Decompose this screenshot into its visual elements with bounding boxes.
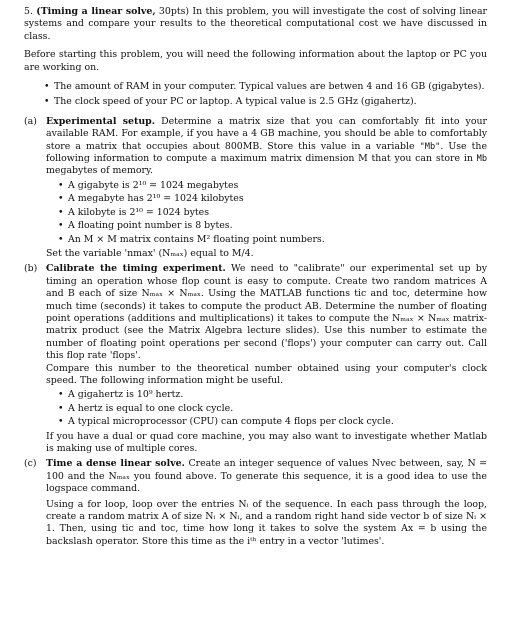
fact-gigahertz: • A gigahertz is 10⁹ hertz. [56, 389, 487, 401]
problem-heading: (Timing a linear solve, [36, 6, 156, 17]
part-b-paragraph-2: Compare this number to the theoretical number obtained using your computer's clock speed. The following information might be useful. [46, 362, 487, 386]
before-text: Before starting this problem, you will need the following information about the laptop or PC you are working on. [24, 49, 487, 73]
part-a-mb: Mb [476, 154, 487, 165]
fact-megabyte: • A megabyte has 2¹⁰ = 1024 kilobytes [56, 193, 487, 205]
part-c-paragraph-1 [46, 458, 487, 495]
problem-intro-text: In this problem, you will investigate the cost of solving linear systems and compare your results to the theoretical computational cost we have discussed in class. [24, 6, 488, 42]
problem-number: 5. [24, 6, 33, 17]
part-c-text: Create an integer sequence of values Nvec between, say, N = 100 and the Nₘₐₓ you found above. To generate this sequence, it is a good idea to use the logspace command. [46, 458, 488, 495]
part-a-label: (a) [24, 115, 37, 127]
part-c-paragraph-2: Using a for loop, loop over the entries Nᵢ of the sequence. In each pass through the loop, create a random matrix A of size Nᵢ × Nᵢ, and a random right hand side vector b of size Nᵢ × 1. Then, using tic and toc, time how long it takes to solve the system Ax = b using the backslash operator. Store this time as the iᵗʰ entry in a vector 'lutimes'. [46, 498, 487, 547]
fact-cpu: • A typical microprocessor (CPU) can compute 4 flops per clock cycle. [56, 416, 487, 428]
part-b [24, 263, 487, 455]
part-c [24, 458, 487, 548]
part-a-facts [56, 180, 487, 246]
part-a-set-text: Set the variable 'nmax' (Nₘₐₓ) equal to M/4. [46, 247, 254, 259]
part-a-var-mb: "Mb" [419, 141, 441, 152]
fact-gigabyte: • A gigabyte is 2¹⁰ = 1024 megabytes [56, 180, 487, 192]
fact-hertz: • A hertz is equal to one clock cycle. [56, 403, 487, 415]
part-b-label: (b) [24, 263, 38, 275]
problem-points: 30pts) [158, 6, 190, 17]
part-b-paragraph-3: If you have a dual or quad core machine, you may also want to investigate whether Matlab is making use of multiple cores. [46, 430, 487, 454]
part-a-text2: . Use the following information to compute a maximum matrix dimension M that you can store in [46, 140, 487, 165]
part-a [24, 116, 487, 260]
fact-float: • A floating point number is 8 bytes. [56, 220, 487, 232]
fact-matrix: • An M × M matrix contains M² floating point numbers. [56, 234, 487, 246]
problem-intro [24, 6, 487, 43]
part-b-title: Calibrate the timing experiment. [46, 263, 226, 275]
part-c-title: Time a dense linear solve. [46, 458, 185, 470]
requirement-ram: • The amount of RAM in your computer. Typical values are betwen 4 and 16 GB (gigabytes). [42, 81, 487, 93]
part-b-text: We need to "calibrate" our experimental set up by timing an operation whose flop count is easy to compute. Create two random matrices A and B each of size Nₘₐₓ × Nₘₐₓ. Using the MATLAB functions tic and toc, determine how much time (seconds) it takes to compute the product AB. Determine the number of floating point operations (additions and multiplications) it takes to compute the Nₘₐₓ × Nₘₐₓ matrix-matrix product (see the Matrix Algebra lecture slides). Use this number to estimate the number of floating point operations per second ('flops') your computer can carry out. Call this flop rate 'flops'. [46, 263, 487, 362]
part-a-text3: megabytes of memory. [46, 165, 154, 177]
part-a-paragraph [46, 116, 487, 178]
part-c-label: (c) [24, 458, 37, 470]
part-a-text1: Determine a matrix size that you can comfortably fit into your available RAM. For example, if you have a 4 GB machine, you should be able to comfortably store a matrix that occupies about 800MB. Store this value in a variable [46, 115, 488, 152]
fact-kilobyte: • A kilobyte is 2¹⁰ = 1024 bytes [56, 207, 487, 219]
part-b-paragraph-1 [46, 263, 487, 362]
requirement-clock: • The clock speed of your PC or laptop. A typical value is 2.5 GHz (gigahertz). [42, 96, 487, 108]
part-a-title: Experimental setup. [46, 115, 155, 127]
requirements-list [42, 81, 487, 109]
part-b-facts [56, 389, 487, 428]
